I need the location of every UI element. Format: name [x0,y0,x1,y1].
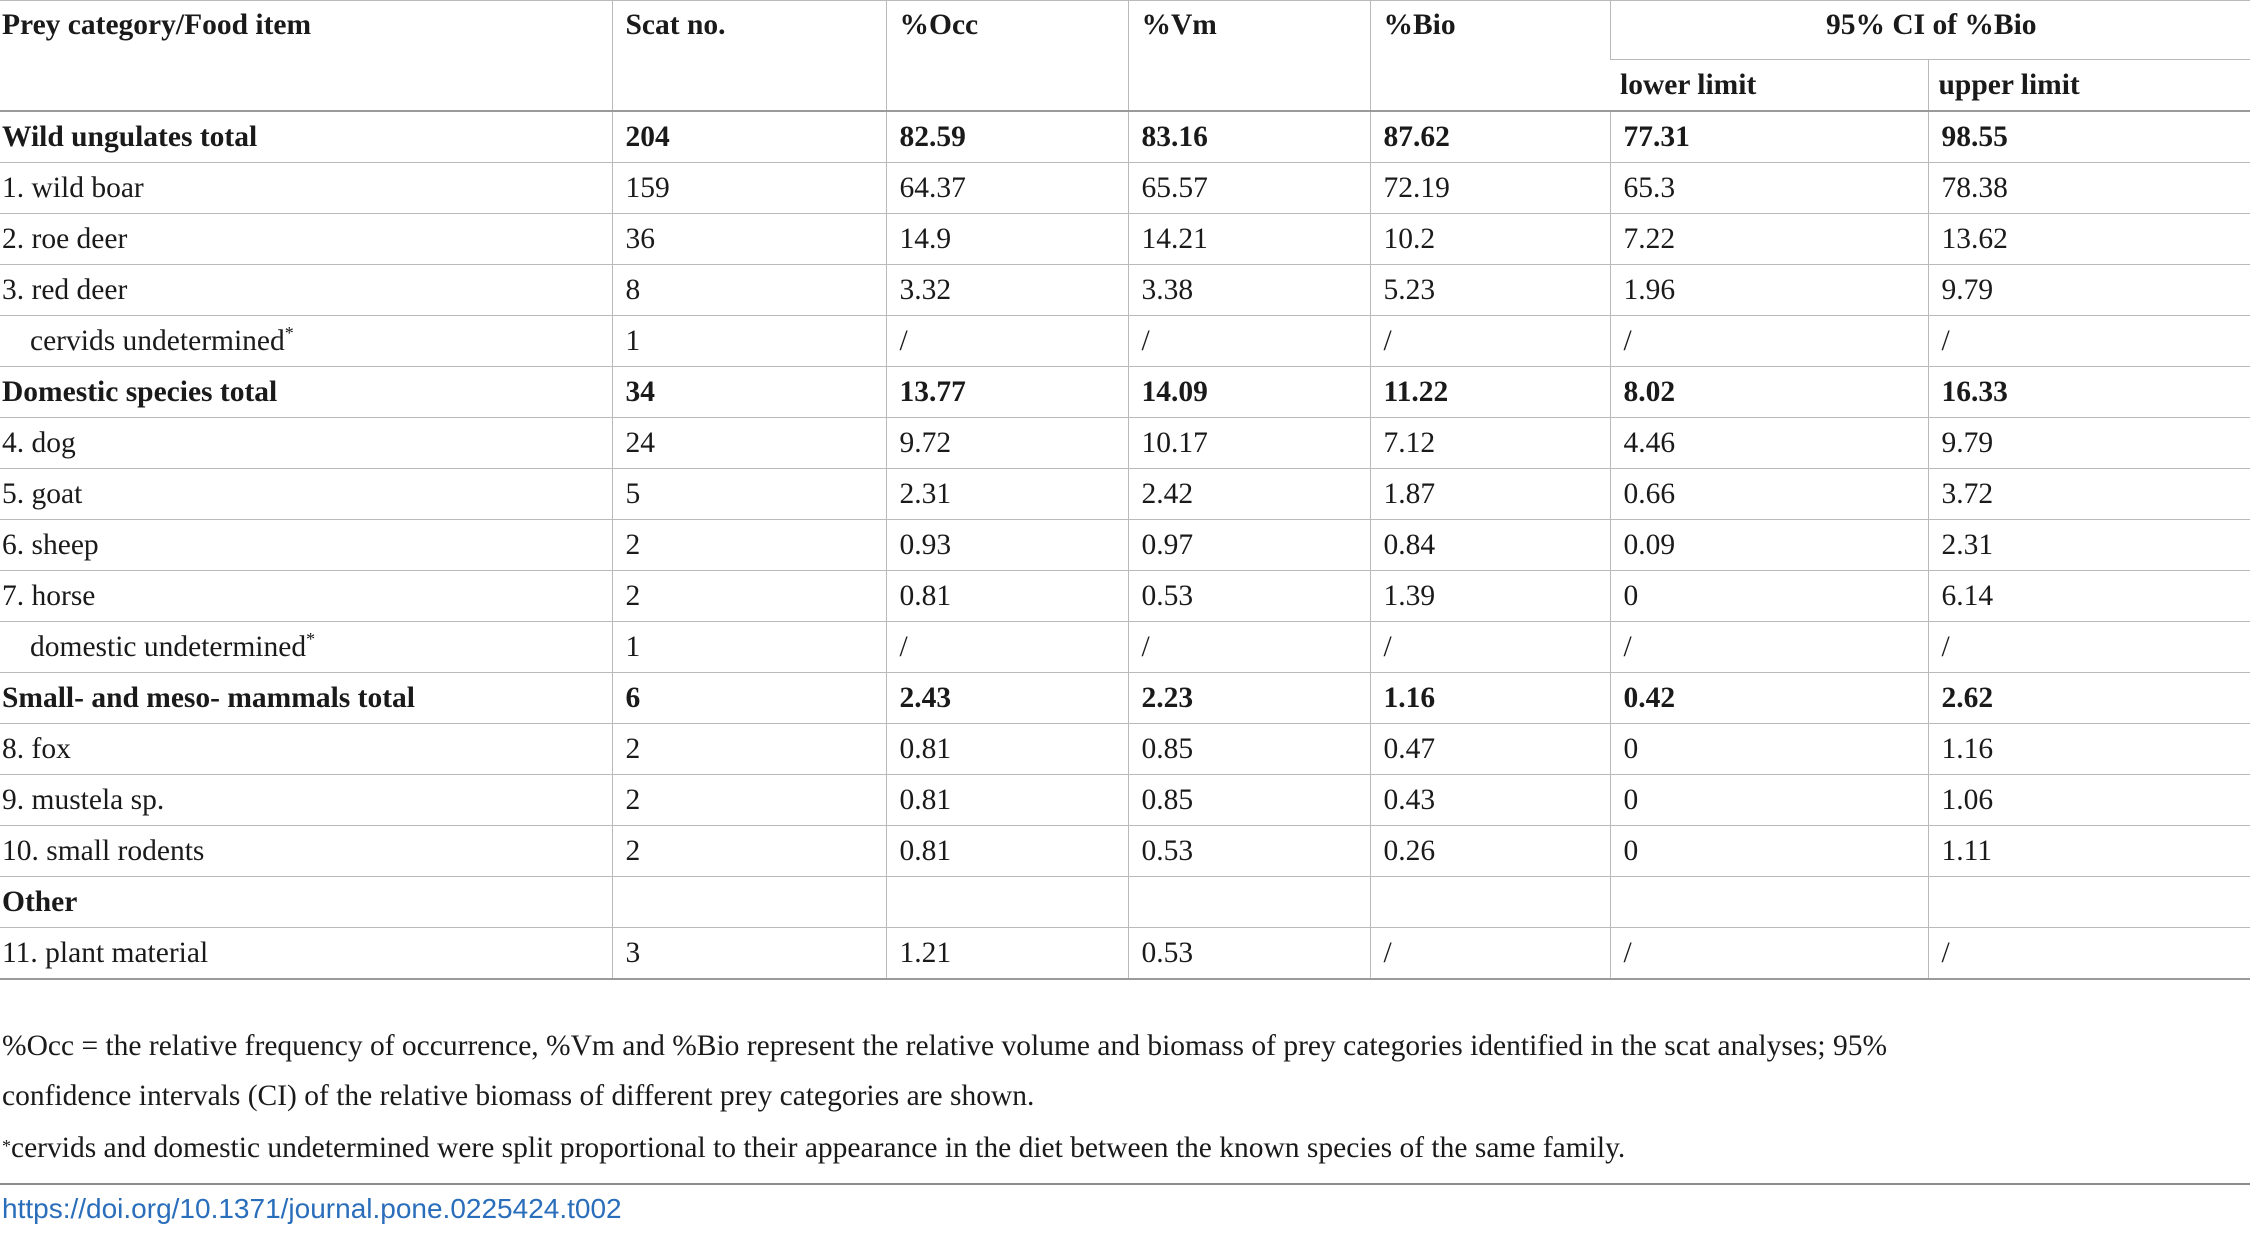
cell-upper: 2.31 [1928,520,2250,571]
cell-bio: 10.2 [1370,214,1610,265]
table-row [0,520,2250,571]
cell-lower: / [1610,316,1928,367]
cell-occ: 3.32 [886,265,1128,316]
cell-scat: 2 [612,571,886,622]
cell-vm: 2.42 [1128,469,1370,520]
cell-upper: 78.38 [1928,163,2250,214]
cell-occ: 64.37 [886,163,1128,214]
cell-item [0,214,612,265]
cell-scat: 2 [612,775,886,826]
cell-item [0,622,612,673]
item-label: Wild ungulates total [2,120,258,153]
cell-upper: 9.79 [1928,265,2250,316]
table-row [0,571,2250,622]
cell-scat: 2 [612,724,886,775]
item-label: 10. small rodents [2,834,205,867]
cell-bio: / [1370,928,1610,980]
cell-occ: 2.43 [886,673,1128,724]
item-label: Domestic species total [2,375,278,408]
item-label: 7. horse [2,579,96,612]
table-row [0,469,2250,520]
cell-item [0,520,612,571]
item-label: 8. fox [2,732,71,765]
cell-scat: 2 [612,520,886,571]
cell-occ: 0.81 [886,724,1128,775]
cell-bio: / [1370,316,1610,367]
cell-lower: 0 [1610,571,1928,622]
item-label: 6. sheep [2,528,99,561]
table-body [0,111,2250,979]
item-label: Small- and meso- mammals total [2,681,415,714]
cell-vm: 0.53 [1128,571,1370,622]
cell-item [0,111,612,163]
cell-vm: 0.53 [1128,928,1370,980]
header-scat: Scat no. [612,1,886,112]
cell-vm [1128,877,1370,928]
table-row [0,265,2250,316]
cell-item [0,367,612,418]
cell-scat: 36 [612,214,886,265]
cell-lower: / [1610,622,1928,673]
cell-bio: 0.47 [1370,724,1610,775]
cell-lower: 77.31 [1610,111,1928,163]
cell-vm: 0.85 [1128,724,1370,775]
table-row [0,316,2250,367]
doi-divider [0,1183,2250,1185]
cell-lower: 0.66 [1610,469,1928,520]
cell-occ: / [886,622,1128,673]
cell-vm: / [1128,622,1370,673]
footnote-line-2: confidence intervals (CI) of the relative biomass of different prey categories are shown. [2,1080,1035,1112]
cell-occ: 0.93 [886,520,1128,571]
item-label: 5. goat [2,477,83,510]
cell-scat: 24 [612,418,886,469]
cell-occ: 1.21 [886,928,1128,980]
cell-upper: 13.62 [1928,214,2250,265]
cell-vm: 0.53 [1128,826,1370,877]
cell-vm: / [1128,316,1370,367]
cell-upper: / [1928,928,2250,980]
cell-scat: 2 [612,826,886,877]
cell-upper: 1.16 [1928,724,2250,775]
cell-occ: 0.81 [886,826,1128,877]
cell-vm: 2.23 [1128,673,1370,724]
cell-vm: 65.57 [1128,163,1370,214]
cell-bio: 0.84 [1370,520,1610,571]
item-label: 11. plant material [2,936,209,969]
cell-lower: 0.09 [1610,520,1928,571]
table-row [0,111,2250,163]
cell-item [0,418,612,469]
cell-item [0,673,612,724]
cell-upper: 3.72 [1928,469,2250,520]
item-footnote-marker: * [306,628,316,649]
table-row [0,418,2250,469]
cell-scat [612,877,886,928]
doi-link[interactable]: https://doi.org/10.1371/journal.pone.0225424.t002 [2,1193,622,1224]
table-row [0,214,2250,265]
cell-vm: 0.85 [1128,775,1370,826]
cell-vm: 14.21 [1128,214,1370,265]
cell-lower: 1.96 [1610,265,1928,316]
table-row [0,673,2250,724]
cell-scat: 1 [612,316,886,367]
cell-scat: 6 [612,673,886,724]
cell-lower: 0.42 [1610,673,1928,724]
cell-bio: 0.43 [1370,775,1610,826]
item-footnote-marker: * [284,322,294,343]
table-row [0,826,2250,877]
cell-lower: 0 [1610,775,1928,826]
cell-vm: 0.97 [1128,520,1370,571]
cell-upper: 1.11 [1928,826,2250,877]
item-label: 4. dog [2,426,76,459]
cell-item [0,826,612,877]
cell-occ: 82.59 [886,111,1128,163]
cell-bio: / [1370,622,1610,673]
cell-scat: 3 [612,928,886,980]
cell-lower: / [1610,928,1928,980]
cell-item [0,724,612,775]
cell-lower: 65.3 [1610,163,1928,214]
cell-occ: 0.81 [886,571,1128,622]
cell-bio: 1.16 [1370,673,1610,724]
header-lower: lower limit [1610,60,1928,112]
header-vm: %Vm [1128,1,1370,112]
cell-bio: 1.39 [1370,571,1610,622]
table-row [0,724,2250,775]
header-occ: %Occ [886,1,1128,112]
item-label: cervids undetermined [30,324,285,357]
cell-occ: 13.77 [886,367,1128,418]
cell-occ: 14.9 [886,214,1128,265]
cell-upper: 2.62 [1928,673,2250,724]
cell-scat: 1 [612,622,886,673]
footnote-text: cervids and domestic undetermined were split proportional to their appearance in the diet between the known species of the same family. [11,1132,1626,1164]
header-ci: 95% CI of %Bio [1610,1,2250,60]
item-label: 9. mustela sp. [2,783,165,816]
cell-bio: 72.19 [1370,163,1610,214]
cell-occ: 0.81 [886,775,1128,826]
table-row [0,367,2250,418]
table-row [0,775,2250,826]
cell-item [0,928,612,980]
cell-scat: 5 [612,469,886,520]
cell-item [0,571,612,622]
cell-upper: 6.14 [1928,571,2250,622]
cell-upper: / [1928,316,2250,367]
cell-vm: 10.17 [1128,418,1370,469]
header-bio: %Bio [1370,1,1610,112]
cell-scat: 8 [612,265,886,316]
cell-item [0,265,612,316]
cell-item [0,163,612,214]
header-item: Prey category/Food item [0,1,612,112]
footnote-marker: * [2,1136,11,1156]
cell-vm: 3.38 [1128,265,1370,316]
cell-bio: 7.12 [1370,418,1610,469]
cell-lower: 0 [1610,724,1928,775]
footnote-line-3 [2,1123,1625,1173]
cell-bio: 0.26 [1370,826,1610,877]
item-label: 1. wild boar [2,171,144,204]
cell-upper: 98.55 [1928,111,2250,163]
cell-occ [886,877,1128,928]
cell-item [0,469,612,520]
cell-item [0,877,612,928]
cell-lower: 0 [1610,826,1928,877]
table-row [0,877,2250,928]
item-label: 3. red deer [2,273,128,306]
cell-upper: 1.06 [1928,775,2250,826]
cell-upper: 16.33 [1928,367,2250,418]
cell-occ: 9.72 [886,418,1128,469]
table-header [0,1,2250,112]
cell-vm: 83.16 [1128,111,1370,163]
cell-scat: 159 [612,163,886,214]
cell-bio: 5.23 [1370,265,1610,316]
footnote-line-1: %Occ = the relative frequency of occurrence, %Vm and %Bio represent the relative volume and biomass of prey categories identified in the scat analyses; 95% [2,1030,1888,1062]
cell-scat: 34 [612,367,886,418]
cell-lower: 8.02 [1610,367,1928,418]
cell-item [0,775,612,826]
item-label: Other [2,885,78,918]
cell-scat: 204 [612,111,886,163]
item-label: 2. roe deer [2,222,128,255]
table-row [0,928,2250,980]
cell-bio: 11.22 [1370,367,1610,418]
cell-bio: 87.62 [1370,111,1610,163]
table-row [0,163,2250,214]
cell-lower [1610,877,1928,928]
table-row [0,622,2250,673]
cell-lower: 4.46 [1610,418,1928,469]
cell-item [0,316,612,367]
cell-upper [1928,877,2250,928]
cell-upper: 9.79 [1928,418,2250,469]
cell-occ: / [886,316,1128,367]
header-upper: upper limit [1928,60,2250,112]
cell-lower: 7.22 [1610,214,1928,265]
cell-upper: / [1928,622,2250,673]
cell-vm: 14.09 [1128,367,1370,418]
cell-occ: 2.31 [886,469,1128,520]
cell-bio: 1.87 [1370,469,1610,520]
item-label: domestic undetermined [30,630,307,663]
cell-bio [1370,877,1610,928]
